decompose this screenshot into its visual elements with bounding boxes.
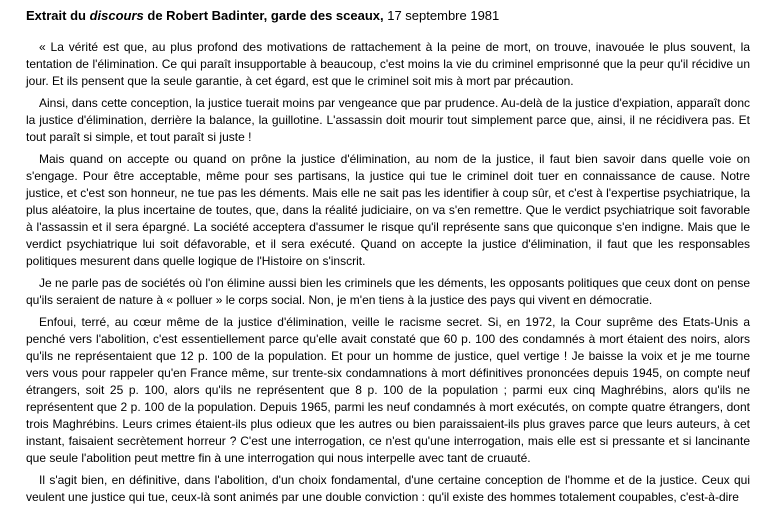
paragraph: Ainsi, dans cette conception, la justice tuerait moins par vengeance que par prudence. Au-delà de la justice d'expiation, apparaît donc la justice d'élimination, derrière la balance, la guillotine. L'assassin doit mourir tout simplement parce que, ainsi, il ne récidivera pas. Et tout paraît si simple, et tout paraît si juste ! bbox=[26, 96, 750, 144]
heading-date: 17 septembre 1981 bbox=[383, 8, 500, 23]
heading-speaker: de Robert Badinter, garde des sceaux, bbox=[143, 8, 384, 23]
paragraph: Il s'agit bien, en définitive, dans l'abolition, d'un choix fondamental, d'une certaine conception de l'homme et de la justice. Ceux qui veulent une justice qui tue, ceux-là sont animés par une double conviction : qu'il existe des hommes totalement coupables, c'est-à-dire bbox=[26, 473, 750, 504]
paragraph: Enfoui, terré, au cœur même de la justice d'élimination, veille le racisme secret. Si, en 1972, la Cour suprême des Etats-Unis a penché vers l'abolition, c'est essentiellement parce qu'elle avait constaté que 60 p. 100 des condamnés à mort étaient des noirs, alors qu'ils ne représentaient que 12 p. 100 de la population. Et pour un homme de justice, quel vertige ! Je baisse la voix et je me tourne vers vous pour rappeler qu'en France même, sur trente-six condamnations à mort définitives prononcées depuis 1945, on compte neuf étrangers, soit 25 p. 100, alors qu'ils ne représentent que 8 p. 100 de la population ; parmi eux cinq Maghrébins, alors qu'ils ne représentent que 2 p. 100 de la population. Depuis 1965, parmi les neuf condamnés à mort exécutés, on compte quatre étrangers, dont trois Maghrébins. Leurs crimes étaient-ils plus odieux que les autres ou bien paraissaient-ils plus graves parce que leurs auteurs, à cet instant, faisaient secrètement horreur ? C'est une interrogation, ce n'est qu'une interrogation, mais elle est si pressante et si lancinante que seule l'abolition peut mettre fin à une interrogation qui nous interpelle avec tant de cruauté. bbox=[26, 315, 750, 465]
heading-prefix: Extrait du bbox=[26, 8, 90, 23]
paragraph: Je ne parle pas de sociétés où l'on élimine aussi bien les criminels que les déments, les opposants politiques que ceux dont on pense qu'ils seraient de nature à « polluer » le corps social. Non, je m'en tiens à la justice des pays qui vivent en démocratie. bbox=[26, 276, 750, 307]
paragraph: Mais quand on accepte ou quand on prône la justice d'élimination, au nom de la justice, il faut bien savoir dans quelle voie on s'engage. Pour être acceptable, même pour ses partisans, la justice qui tue le criminel doit tuer en connaissance de cause. Notre justice, et c'est son honneur, ne tue pas les déments. Mais elle ne sait pas les identifier à coup sûr, et c'est à l'expertise psychiatrique, la plus aléatoire, la plus incertaine de toutes, que, dans la réalité judiciaire, on va s'en remettre. Que le verdict psychiatrique soit favorable à l'assassin et il sera épargné. La société acceptera d'assumer le risque qu'il représente sans que quiconque s'en indigne. Mais que le verdict psychiatrique lui soit défavorable, et il sera exécuté. Quand on accepte la justice d'élimination, il faut que les responsables politiques mesurent dans quelle logique de l'Histoire on s'inscrit. bbox=[26, 152, 750, 268]
document-heading bbox=[26, 8, 750, 24]
heading-italic-word: discours bbox=[89, 8, 144, 23]
paragraph: « La vérité est que, au plus profond des motivations de rattachement à la peine de mort, on trouve, inavouée le plus souvent, la tentation de l'élimination. Ce qui paraît insupportable à beaucoup, c'est moins la vie du criminel emprisonné que la peur qu'il récidive un jour. Et ils pensent que la seule garantie, à cet égard, est que le criminel soit mis à mort par précaution. bbox=[26, 40, 750, 88]
